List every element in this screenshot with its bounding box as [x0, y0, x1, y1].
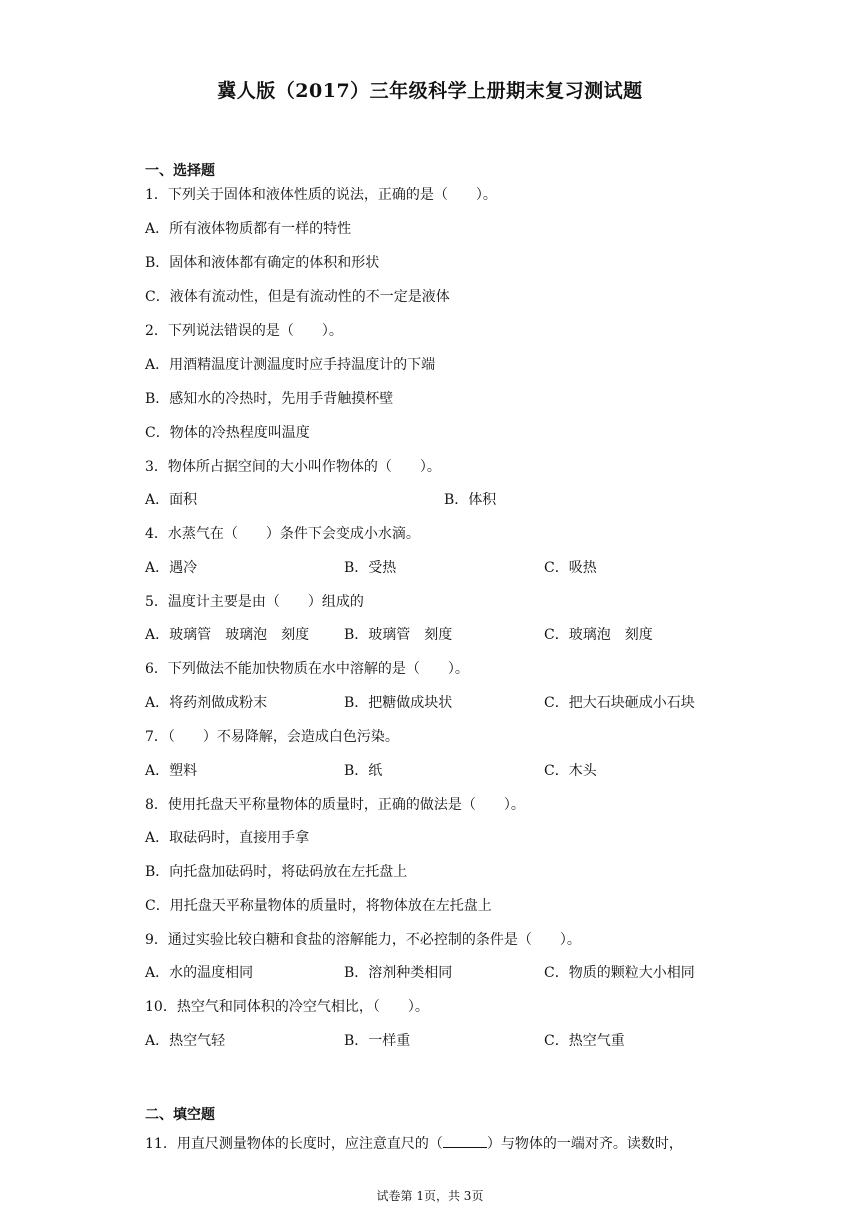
question-10-option-c: C．热空气重	[544, 1033, 625, 1049]
question-2-option-a: A．用酒精温度计测温度时应手持温度计的下端	[145, 357, 436, 373]
question-11-stem	[145, 1133, 683, 1153]
question-5-stem: 5．温度计主要是由（ ）组成的	[145, 594, 364, 610]
question-2-option-b: B．感知水的冷热时，先用手背触摸杯壁	[145, 391, 394, 407]
question-10-stem: 10．热空气和同体积的冷空气相比，（ ）。	[145, 999, 429, 1015]
section-heading-fill: 二、填空题	[145, 1107, 215, 1123]
question-3-option-a: A．面积	[145, 492, 198, 508]
answer-blank[interactable]	[443, 1133, 487, 1148]
question-10-option-a: A．热空气轻	[145, 1033, 226, 1049]
question-9-option-a: A．水的温度相同	[145, 965, 254, 981]
question-7-option-b: B．纸	[344, 763, 383, 779]
question-4-option-a: A．遇冷	[145, 560, 198, 576]
question-1-option-b: B．固体和液体都有确定的体积和形状	[145, 255, 380, 271]
question-1-stem: 1．下列关于固体和液体性质的说法，正确的是（ ）。	[145, 187, 497, 203]
question-6-option-b: B．把糖做成块状	[344, 695, 453, 711]
page-footer: 试卷第 1页，共 3页	[376, 1189, 484, 1203]
question-9-option-c: C．物质的颗粒大小相同	[544, 965, 695, 981]
question-8-option-c: C．用托盘天平称量物体的质量时，将物体放在左托盘上	[145, 898, 492, 914]
question-10-option-b: B．一样重	[344, 1033, 411, 1049]
question-7-option-a: A．塑料	[145, 763, 198, 779]
question-6-option-c: C．把大石块砸成小石块	[544, 695, 695, 711]
question-9-option-b: B．溶剂种类相同	[344, 965, 453, 981]
question-6-stem: 6．下列做法不能加快物质在水中溶解的是（ ）。	[145, 661, 469, 677]
question-8-stem: 8．使用托盘天平称量物体的质量时，正确的做法是（ ）。	[145, 797, 525, 813]
question-2-option-c: C．物体的冷热程度叫温度	[145, 425, 310, 441]
question-3-option-b: B．体积	[444, 492, 497, 508]
question-8-option-b: B．向托盘加砝码时，将砝码放在左托盘上	[145, 864, 408, 880]
question-1-option-a: A．所有液体物质都有一样的特性	[145, 221, 352, 237]
question-9-stem: 9．通过实验比较白糖和食盐的溶解能力，不必控制的条件是（ ）。	[145, 932, 581, 948]
question-4-stem: 4．水蒸气在（ ）条件下会变成小水滴。	[145, 526, 420, 542]
page-title: 冀人版（2017）三年级科学上册期末复习测试题	[217, 80, 643, 102]
question-4-option-b: B．受热	[344, 560, 397, 576]
question-5-option-c: C．玻璃泡 刻度	[544, 627, 653, 643]
question-3-stem: 3．物体所占据空间的大小叫作物体的（ ）。	[145, 459, 441, 475]
question-7-stem: 7．（ ）不易降解，会造成白色污染。	[145, 729, 399, 745]
question-5-option-a: A．玻璃管 玻璃泡 刻度	[145, 627, 310, 643]
section-heading-choice: 一、选择题	[145, 163, 215, 179]
question-11-text-start: 11．用直尺测量物体的长度时，应注意直尺的（	[145, 1136, 443, 1152]
question-6-option-a: A．将药剂做成粉末	[145, 695, 268, 711]
question-11-text-end: ）与物体的一端对齐。读数时，	[486, 1136, 683, 1152]
question-1-option-c: C．液体有流动性，但是有流动性的不一定是液体	[145, 289, 450, 305]
question-5-option-b: B．玻璃管 刻度	[344, 627, 453, 643]
question-8-option-a: A．取砝码时，直接用手拿	[145, 830, 310, 846]
question-7-option-c: C．木头	[544, 763, 597, 779]
question-4-option-c: C．吸热	[544, 560, 597, 576]
question-2-stem: 2．下列说法错误的是（ ）。	[145, 323, 343, 339]
